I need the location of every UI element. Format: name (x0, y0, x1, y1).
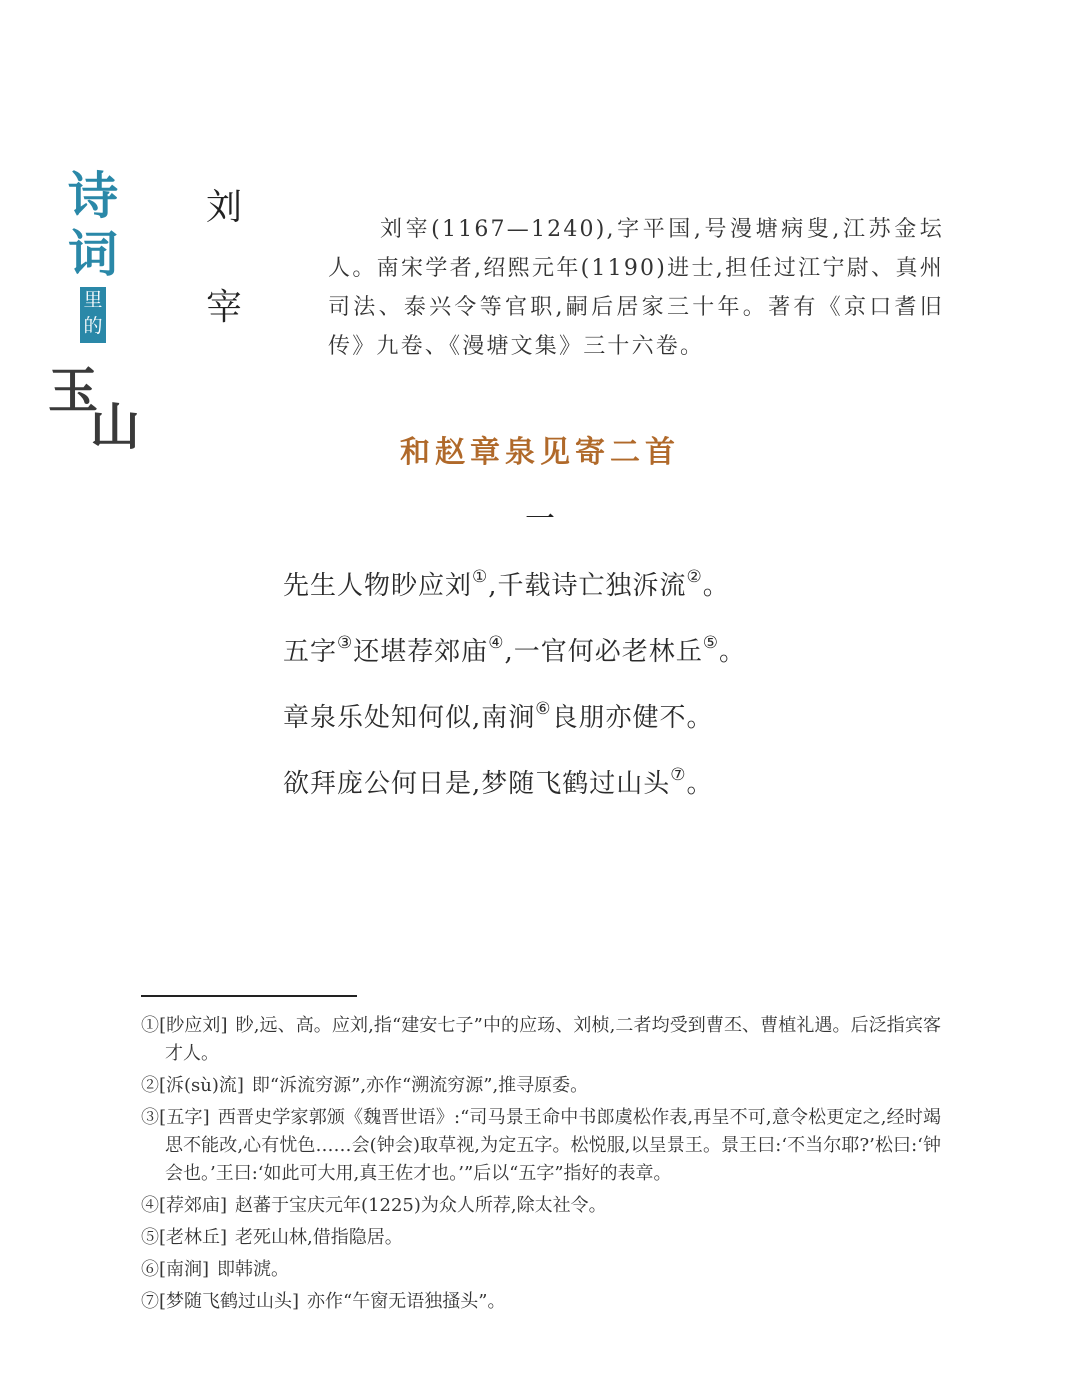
poem-text: ,一官何必老林丘 (504, 637, 703, 667)
footnote-item (141, 1104, 941, 1188)
logo-char-yu: 玉 (48, 361, 98, 420)
footnote-term: [老林丘] (159, 1227, 228, 1248)
footnote-term: [泝(sù)流] (159, 1075, 244, 1096)
footnote-item (141, 1072, 941, 1100)
logo-char-ci: 词 (68, 225, 118, 283)
logo-char-shan: 山 (90, 397, 140, 456)
author-bio: 刘宰(1167—1240),字平国,号漫塘病叟,江苏金坛人。南宋学者,绍熙元年(1190)进士,担任过江宁尉、真州司法、泰兴令等官职,嗣后居家三十年。著有《京口耆旧传》九卷、《漫塘文集》三十六卷。 (328, 217, 944, 359)
poem-text: 章泉乐处知何似,南涧 (283, 703, 536, 733)
poem-text: 还堪荐郊庙 (353, 637, 489, 667)
author-name-char: 宰 (205, 287, 242, 328)
poem-text: 欲拜庞公何日是,梦随飞鹤过山头 (283, 769, 671, 799)
poem-text: 。 (719, 637, 747, 667)
footnote-mark: ⑥ (141, 1259, 159, 1280)
footnote-mark: ② (141, 1075, 159, 1096)
poem-line (283, 697, 714, 734)
footnote-term: [南涧] (159, 1259, 210, 1280)
footnote-item (141, 1256, 941, 1284)
footnote-mark: ④ (141, 1195, 159, 1216)
footnote-text: 赵蕃于宝庆元年(1225)为众人所荐,除太社令。 (235, 1195, 607, 1216)
poem-text: 。 (702, 571, 730, 601)
footnote-marker[interactable]: ⑥ (535, 699, 552, 719)
author-name (196, 186, 252, 386)
footnote-mark: ⑦ (141, 1291, 159, 1312)
footnote-divider (141, 995, 357, 997)
poem-line (283, 763, 714, 800)
poem-text: 五字 (283, 637, 338, 667)
logo-box-lide: 里的 (80, 287, 106, 343)
footnote-marker[interactable]: ⑦ (670, 765, 687, 785)
footnote-text: 即“泝流穷源”,亦作“溯流穷源”,推寻原委。 (251, 1075, 589, 1096)
footnote-term: [梦随飞鹤过山头] (159, 1291, 300, 1312)
poem-number: 一 (525, 502, 555, 537)
series-logo (40, 165, 150, 456)
poem-text: 。 (686, 769, 714, 799)
footnote-mark: ③ (141, 1107, 160, 1128)
footnote-term: [眇应刘] (159, 1015, 228, 1036)
footnote-marker[interactable]: ⑤ (702, 633, 720, 653)
footnote-text: 西晋史学家郭颁《魏晋世语》:“司马景王命中书郎虞松作表,再呈不可,意令松更定之,经时竭思不能改,心有忧色……会(钟会)取草视,为定五字。松悦服,以呈景王。景王曰:‘不当尔耶?’松曰:‘钟会也。’王曰:‘如此可大用,真王佐才也。’”后以“五字”指好的表章。 (165, 1107, 942, 1184)
footnote-mark: ⑤ (141, 1227, 159, 1248)
poem-line (283, 631, 746, 668)
footnote-marker[interactable]: ③ (337, 633, 354, 653)
poem-line (283, 565, 730, 602)
footnote-text: 即韩淲。 (217, 1259, 290, 1280)
poem-text: 先生人物眇应刘 (283, 571, 473, 601)
footnote-mark: ① (141, 1015, 160, 1036)
footnote-item (141, 1192, 941, 1220)
logo-char-shi: 诗 (68, 167, 118, 225)
footnote-marker[interactable]: ① (472, 567, 489, 587)
footnote-item (141, 1288, 941, 1316)
footnote-text: 眇,远、高。应刘,指“建安七子”中的应玚、刘桢,二者均受到曹丕、曹植礼遇。后泛指宾客才人。 (165, 1015, 941, 1064)
poem-title: 和赵章泉见寄二首 (400, 435, 680, 470)
footnote-item (141, 1224, 941, 1252)
footnote-text: 亦作“午窗无语独搔头”。 (307, 1291, 506, 1312)
footnote-item (141, 1012, 941, 1068)
author-name-char: 刘 (205, 187, 242, 228)
footnote-marker[interactable]: ④ (488, 633, 505, 653)
footnote-text: 老死山林,借指隐居。 (235, 1227, 403, 1248)
poem-text: ,千载诗亡独泝流 (488, 571, 687, 601)
footnotes (141, 1012, 941, 1320)
footnote-term: [五字] (159, 1107, 210, 1128)
footnote-term: [荐郊庙] (159, 1195, 228, 1216)
footnote-marker[interactable]: ② (686, 567, 703, 587)
poem-text: 良朋亦健不。 (551, 703, 714, 733)
